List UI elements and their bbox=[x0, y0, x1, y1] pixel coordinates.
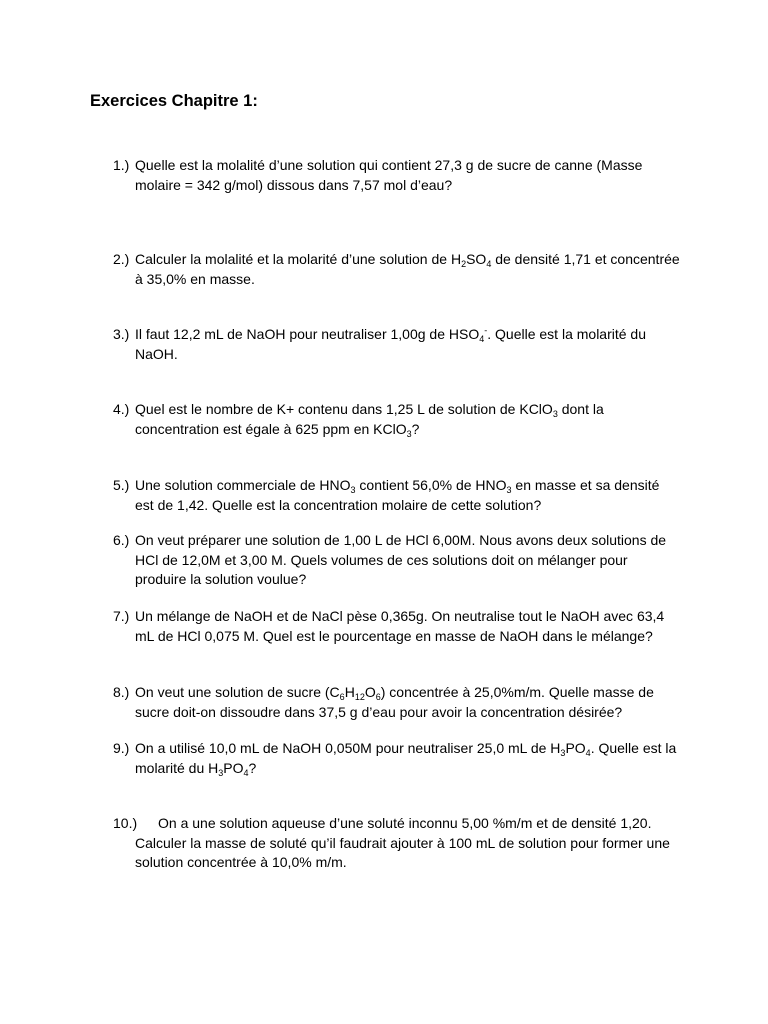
exercise-number: 2.) bbox=[113, 251, 130, 267]
exercise-text: Quel est le nombre de K+ contenu dans 1,25 L de solution de KClO$_3$ dont la concentration est égale à 625 ppm en KClO$_3$? bbox=[135, 401, 604, 439]
exercise-number: 5.) bbox=[113, 477, 130, 493]
exercise-text: Un mélange de NaOH et de NaCl pèse 0,365g. On neutralise tout le NaOH avec 63,4 mL de HCl 0,075 M. Quel est le pourcentage en masse de NaOH dans le mélange? bbox=[135, 608, 665, 644]
exercise-number: 8.) bbox=[113, 684, 130, 700]
exercise-number: 10.) bbox=[113, 815, 138, 831]
exercise-text: On a utilisé 10,0 mL de NaOH 0,050M pour neutraliser 25,0 mL de $H_3PO_4$. Quelle est la molarité du $H_3PO_4$? bbox=[135, 740, 677, 778]
exercise-text: On veut préparer une solution de 1,00 L de HCl 6,00M. Nous avons deux solutions de HCl de 12,0M et 3,00 M. Quels volumes de ces solutions doit on mélanger pour produire la solution voulue? bbox=[135, 532, 667, 587]
page-title: Exercices Chapitre 1: bbox=[90, 92, 258, 110]
exercise-text: Calculer la molalité et la molarité d’une solution de $H_2SO_4$ de densité 1,71 et concentrée à 35,0% en masse. bbox=[135, 251, 680, 287]
exercise-number: 9.) bbox=[113, 740, 130, 756]
exercise-text: On veut une solution de sucre $(C_6H_{12}O_6)$ concentrée à 25,0%m/m. Quelle masse de sucre doit-on dissoudre dans 37,5 g d’eau pour avoir la concentration désirée? bbox=[135, 684, 654, 720]
exercise-number: 4.) bbox=[113, 401, 130, 417]
exercise-number: 3.) bbox=[113, 326, 130, 342]
exercise-number: 6.) bbox=[113, 532, 130, 548]
exercise-text: Quelle est la molalité d’une solution qui contient 27,3 g de sucre de canne (Masse molaire = 342 g/mol) dissous dans 7,57 mol d’eau? bbox=[135, 157, 643, 193]
exercise-text: On a une solution aqueuse d’une soluté inconnu 5,00 %m/m et de densité 1,20. Calculer la masse de soluté qu’il faudrait ajouter à 100 mL de solution pour former une solution concentrée à 10,0% m/m. bbox=[135, 815, 670, 870]
exercise-number: 7.) bbox=[113, 608, 130, 624]
exercise-text: Une solution commerciale de $HNO_3$ contient 56,0% de $HNO_3$ en masse et sa densité est de 1,42. Quelle est la concentration molaire de cette solution? bbox=[135, 477, 660, 513]
exercise-text: Il faut 12,2 mL de NaOH pour neutraliser 1,00g de $HSO_4^-$. Quelle est la molarité du NaOH. bbox=[135, 325, 646, 362]
exercise-number: 1.) bbox=[113, 157, 130, 173]
